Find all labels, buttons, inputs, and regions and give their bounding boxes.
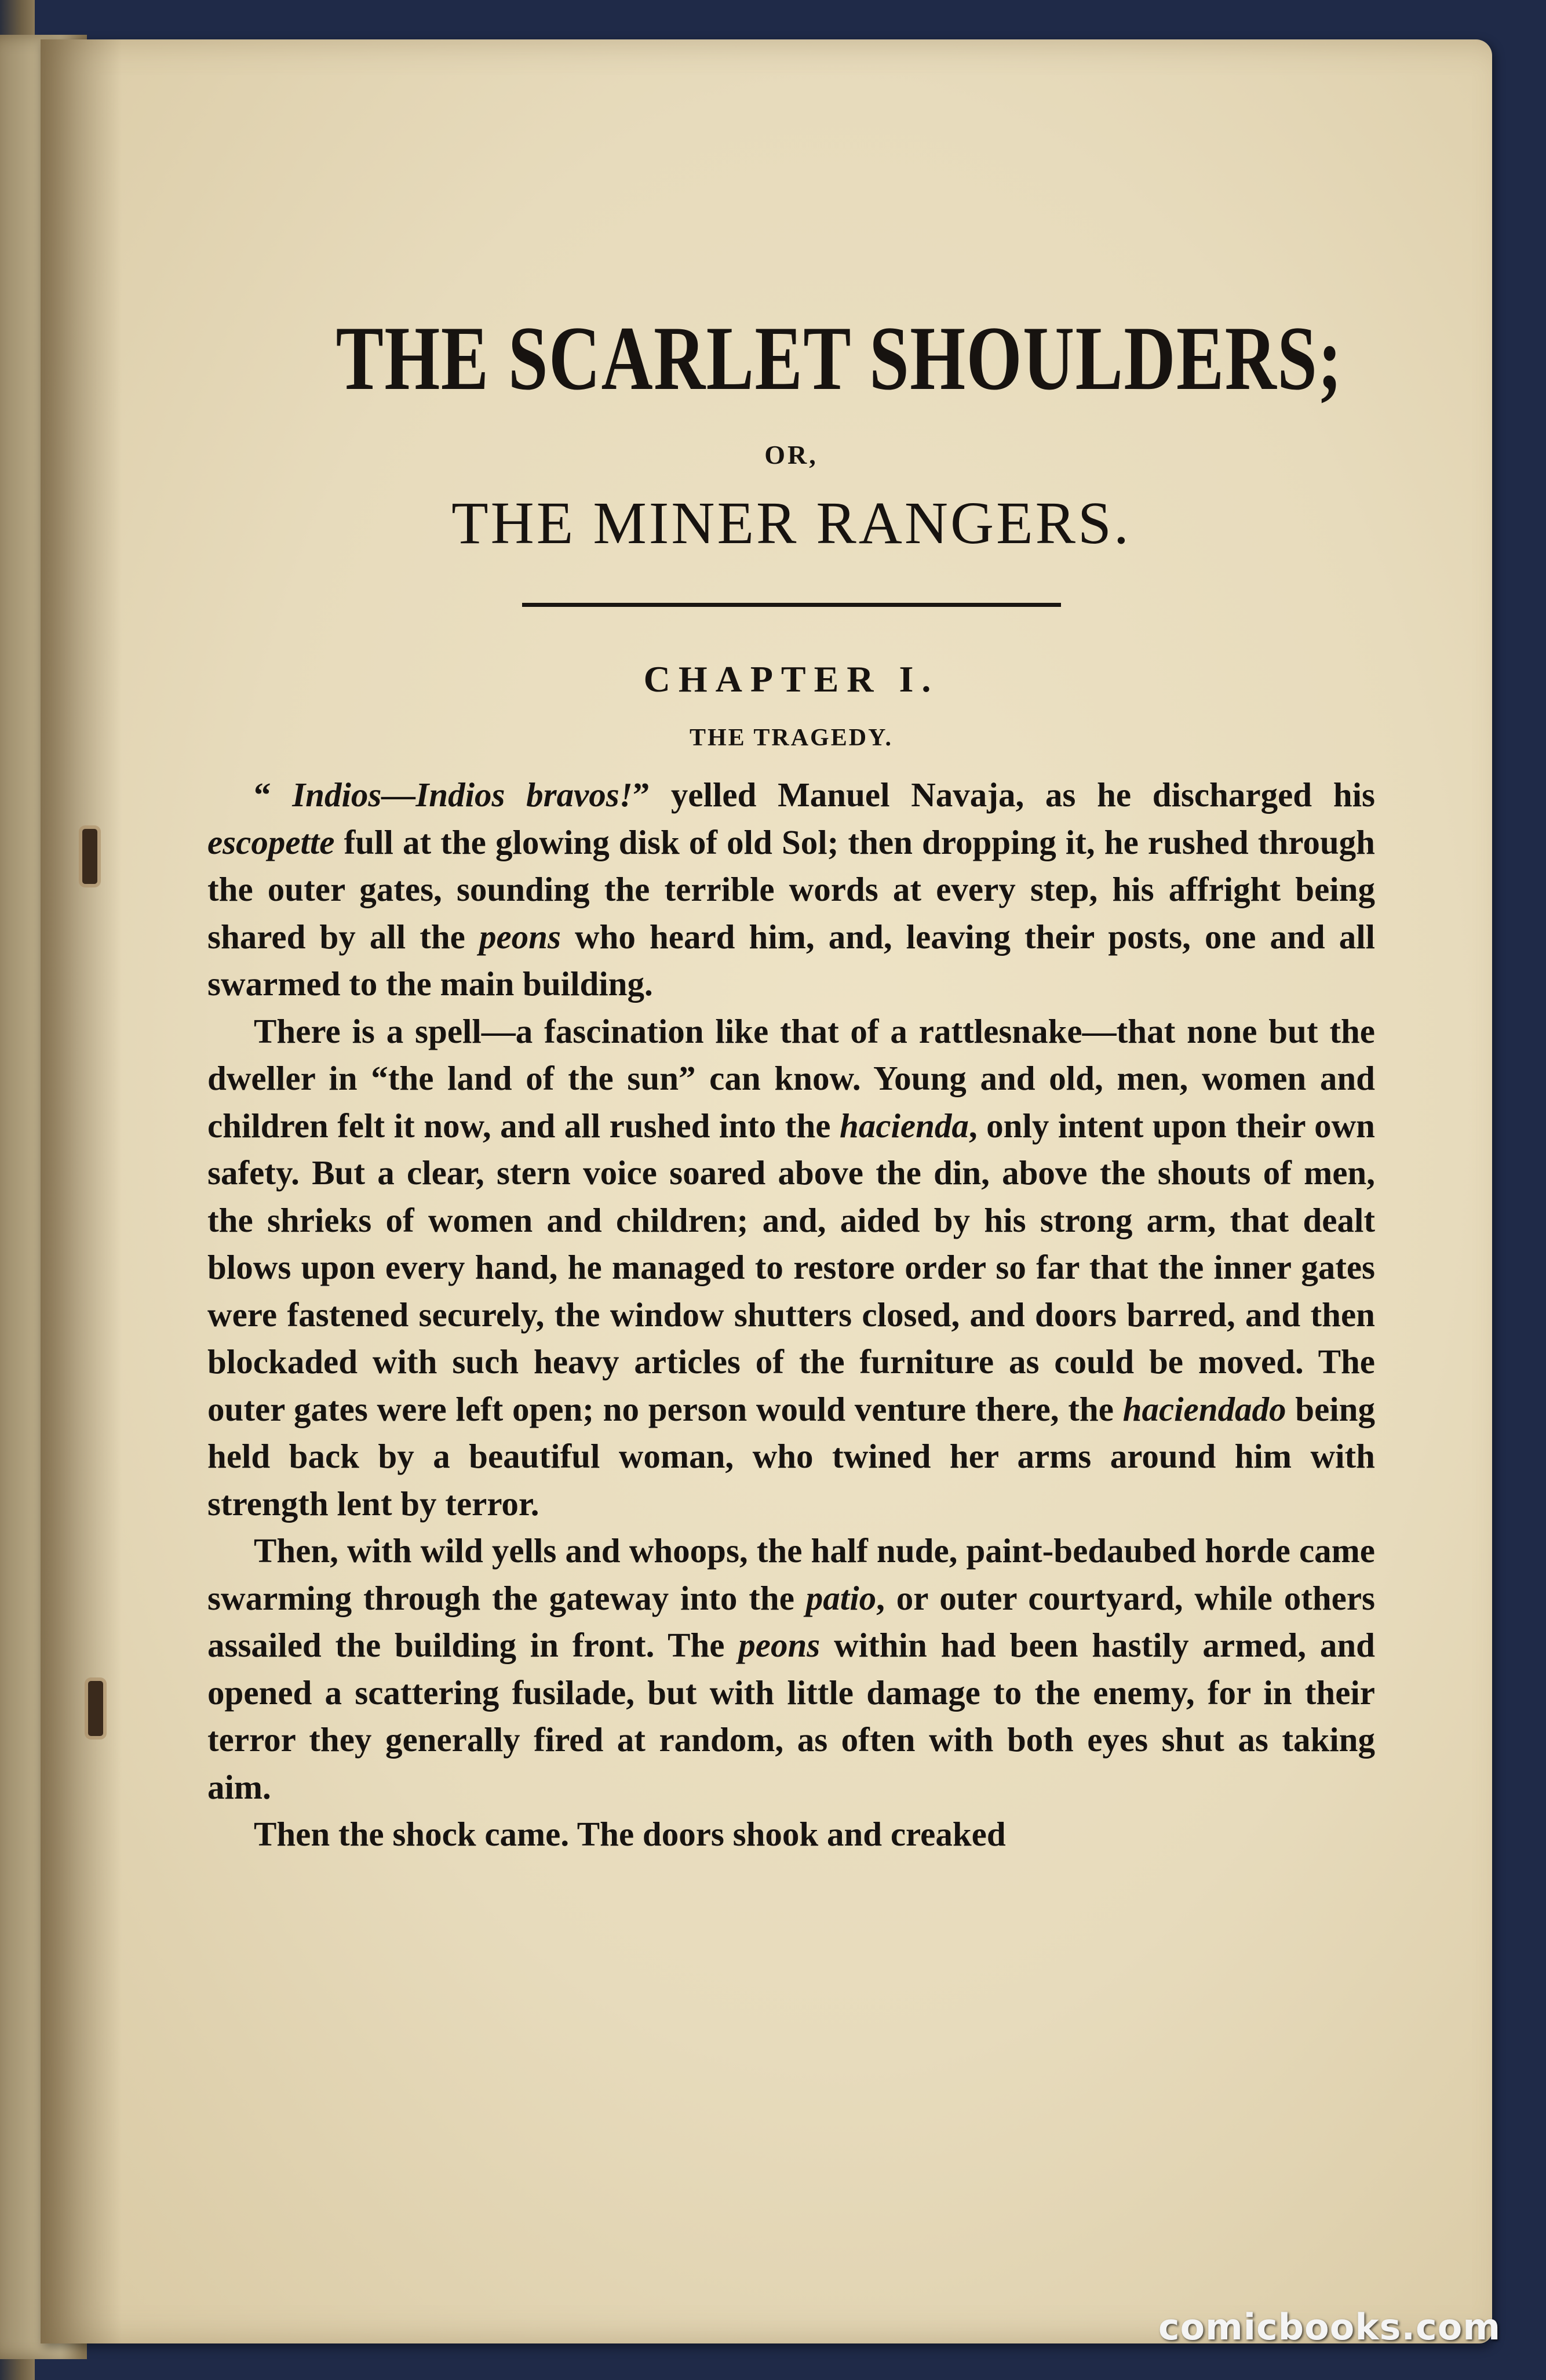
chapter-title: THE TRAGEDY. bbox=[689, 725, 894, 751]
italic-phrase: peons bbox=[738, 1626, 821, 1664]
chapter-heading: CHAPTER I. bbox=[643, 658, 939, 700]
text-run: within had been hastily armed, and opened a scattering fusilade, but with little damage to the enemy, for in their terror they generally fired at random, as often with both eyes shut as taking aim. bbox=[207, 1626, 1375, 1806]
title-rule bbox=[522, 603, 1061, 607]
chapter-body bbox=[207, 772, 1375, 1858]
watermark-logo: comicbooks.com bbox=[1158, 2306, 1501, 2348]
text-run: , or outer courtyard, while others assailed the building in front. The bbox=[207, 1578, 1375, 1664]
staple-bottom bbox=[88, 1681, 103, 1736]
title-conjunction: OR, bbox=[764, 440, 818, 470]
text-run: being held back by a beautiful woman, who twined her arms around him with strength lent by terror. bbox=[207, 1389, 1375, 1523]
gutter-shadow bbox=[41, 39, 122, 2343]
paragraph bbox=[207, 772, 1375, 1008]
text-run: , only intent upon their own safety. But a clear, stern voice soared above the din, above the shouts of men, the shrieks of women and children; and, aided by his strong arm, that dealt blows upon every hand, he managed to restore order so far that the inner gates were fastened securely, the window shutters closed, and doors barred, and then blockaded with such heavy articles of the furniture as could be moved. The outer gates were left open; no person would venture there, the bbox=[207, 1106, 1376, 1428]
staple-top bbox=[82, 829, 97, 884]
italic-phrase: peons bbox=[479, 917, 561, 956]
book-title: THE SCARLET SHOULDERS; bbox=[336, 308, 1343, 409]
paragraph bbox=[207, 1527, 1375, 1811]
italic-phrase: Indios—Indios bravos! bbox=[292, 776, 633, 814]
page-content bbox=[207, 308, 1376, 1858]
text-run: ” yelled Manuel Navaja, as he discharged his bbox=[632, 776, 1375, 814]
text-run: “ bbox=[254, 776, 293, 814]
text-run: full at the glowing disk of old Sol; then dropping it, he rushed through the outer gates, sounding the terrible words at every step, his affright being shared by all the bbox=[207, 823, 1375, 956]
italic-phrase: escopette bbox=[207, 823, 335, 861]
text-run: who heard him, and, leaving their posts, one and all swarmed to the main building. bbox=[207, 917, 1376, 1003]
italic-phrase: patio bbox=[805, 1578, 877, 1617]
paragraph bbox=[207, 1811, 1375, 1858]
text-run: Then, with wild yells and whoops, the half nude, paint-bedaubed horde came swarming through the gateway into the bbox=[207, 1531, 1375, 1617]
italic-phrase: haciendado bbox=[1122, 1389, 1286, 1428]
paragraph bbox=[207, 1008, 1375, 1528]
text-run: There is a spell—a fascination like that of a rattlesnake—that none but the dweller in “the land of the sun” can know. Young and old, men, women and children felt it now, and all rushed into the bbox=[207, 1011, 1375, 1145]
book-subtitle: THE MINER RANGERS. bbox=[451, 490, 1131, 556]
text-run: Then the shock came. The doors shook and creaked bbox=[254, 1815, 1006, 1853]
italic-phrase: hacienda bbox=[839, 1106, 969, 1145]
